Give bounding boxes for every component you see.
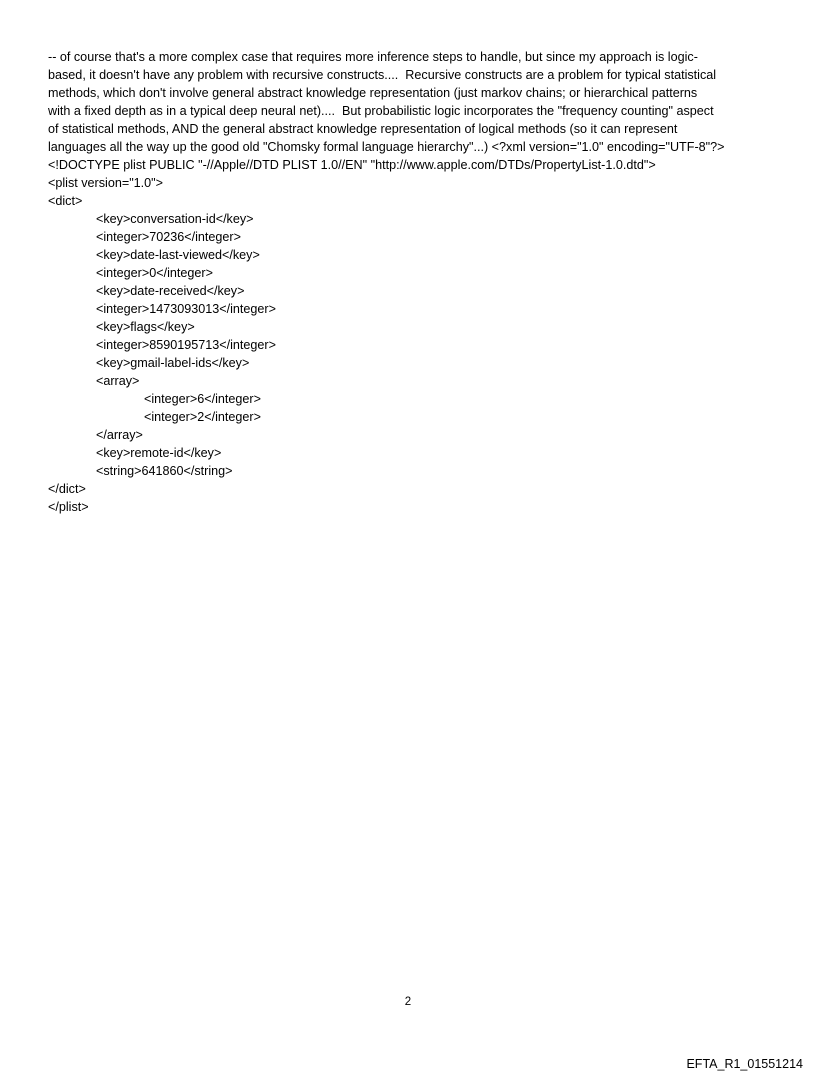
array-entry: <integer>6</integer> xyxy=(144,392,261,406)
text-line: <dict> xyxy=(48,194,83,208)
text-line: with a fixed depth as in a typical deep neural net).... But probabilistic logic incorporates the "frequency counting" aspect xyxy=(48,104,714,118)
dict-entry: <string>641860</string> xyxy=(96,464,233,478)
closing-tag: </plist> xyxy=(48,500,89,514)
array-entry: <integer>2</integer> xyxy=(144,410,261,424)
dict-entry: <array> xyxy=(96,374,140,388)
text-line: <plist version="1.0"> xyxy=(48,176,164,190)
dict-entry: <key>date-received</key> xyxy=(96,284,245,298)
text-line: -- of course that's a more complex case that requires more inference steps to handle, but since my approach is logic- xyxy=(48,50,698,64)
dict-entry: </array> xyxy=(96,428,143,442)
text-line: methods, which don't involve general abstract knowledge representation (just markov chains; or hierarchical patterns xyxy=(48,86,698,100)
dict-entry: <integer>0</integer> xyxy=(96,266,213,280)
dict-entry: <integer>8590195713</integer> xyxy=(96,338,276,352)
page-number: 2 xyxy=(404,996,412,1008)
dict-entry: <key>conversation-id</key> xyxy=(96,212,254,226)
dict-entry: <key>remote-id</key> xyxy=(96,446,222,460)
bates-number: EFTA_R1_01551214 xyxy=(686,1057,803,1071)
text-line: based, it doesn't have any problem with recursive constructs.... Recursive constructs are a problem for typical statistical xyxy=(48,68,717,82)
dict-entry: <integer>1473093013</integer> xyxy=(96,302,276,316)
document-body xyxy=(48,48,778,516)
dict-entry: <key>date-last-viewed</key> xyxy=(96,248,260,262)
text-line: languages all the way up the good old "Chomsky formal language hierarchy"...) <?xml version="1.0" encoding="UTF-8"?> xyxy=(48,140,725,154)
dict-entry: <integer>70236</integer> xyxy=(96,230,241,244)
closing-tag: </dict> xyxy=(48,482,86,496)
dict-entry: <key>flags</key> xyxy=(96,320,195,334)
text-line: of statistical methods, AND the general abstract knowledge representation of logical methods (so it can represent xyxy=(48,122,678,136)
text-line: <!DOCTYPE plist PUBLIC "-//Apple//DTD PLIST 1.0//EN" "http://www.apple.com/DTDs/PropertyList-1.0.dtd"> xyxy=(48,158,656,172)
dict-entry: <key>gmail-label-ids</key> xyxy=(96,356,250,370)
